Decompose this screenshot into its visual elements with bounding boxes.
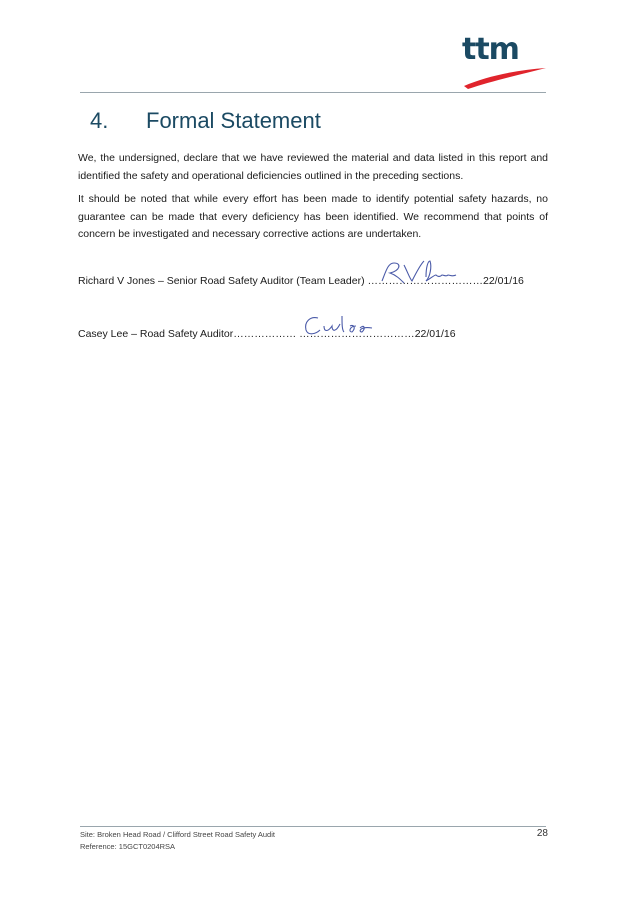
ttm-logo (462, 32, 548, 88)
footer-site: Site: Broken Head Road / Clifford Street Road Safety Audit (80, 830, 275, 839)
signatory-name: Casey Lee – Road Safety Auditor (78, 328, 234, 340)
signature-line-1 (78, 275, 558, 287)
signature-image (300, 312, 380, 338)
disclaimer-paragraph: It should be noted that while every effort has been made to identify potential safety hazards, no guarantee can be made that every deficiency has been identified. We recommend that points of concern be investigated and necessary corrective actions are undertaken. (78, 193, 548, 240)
declaration-paragraph: We, the undersigned, declare that we have reviewed the material and data listed in this report and identified the safety and operational deficiencies outlined in the preceding sections. (78, 152, 548, 182)
signature-date: 22/01/16 (483, 275, 524, 287)
header-divider (80, 92, 546, 93)
signatory-name: Richard V Jones – Senior Road Safety Auditor (Team Leader) (78, 275, 365, 287)
logo-swoosh-icon (462, 64, 548, 90)
signature-dots: …………………………… (367, 275, 483, 287)
section-number: 4. (90, 108, 109, 133)
footer-reference: Reference: 15GCT0204RSA (80, 842, 176, 851)
signature-date: 22/01/16 (414, 328, 456, 340)
logo-text: ttm (462, 32, 519, 67)
page-number: 28 (536, 828, 548, 839)
signature-image (378, 255, 462, 287)
footer-divider (80, 826, 546, 827)
signature-dots: ……………… …………………………… (233, 328, 415, 340)
section-heading (90, 108, 321, 134)
section-title: Formal Statement (146, 108, 321, 133)
